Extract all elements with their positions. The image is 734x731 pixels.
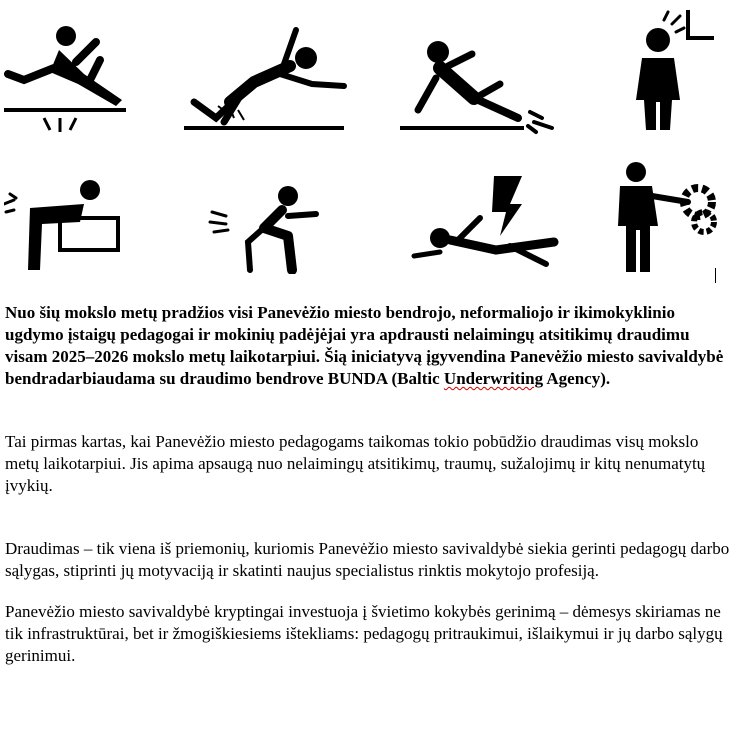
electric-shock-icon [410,176,560,274]
slide-fall-icon [400,22,558,136]
chair-fall-icon [208,186,322,274]
text-cursor [715,268,716,283]
slip-fall-icon [4,22,130,138]
lead-text-part1: Nuo šių mokslo metų pradžios visi Panevėžio miesto bendrojo, neformaliojo ir ikimokyklinio ugdymo įstaigų pedagogai ir mokinių padėjėjai yra apdrausti nelaimingų atsitikimų draudimu visam 2025–2026 mokslo metų laikotarpiui. Šią iniciatyvą įgyvendina Panevėžio miesto savivaldybė bendradarbiaudama su draudimo bendrove BUNDA (Baltic [5,303,724,388]
lead-paragraph [5,302,731,390]
trip-fall-icon [184,22,348,136]
paragraph-1: Tai pirmas kartas, kai Panevėžio miesto pedagogams taikomas tokio pobūdžio draudimas visų mokslo metų laikotarpiui. Jis apima apsaugą nuo nelaimingų atsitikimų, traumų, sužalojimų ir kitų nenumatytų įvykių. [5,432,706,495]
accident-icons-grid [0,0,734,285]
machine-injury-icon [612,162,718,274]
article-body [5,302,731,667]
head-injury-icon [628,6,718,134]
misspelled-word: Underwriting [443,369,544,388]
lead-text-part2: Agency). [543,369,611,388]
paragraph-3: Panevėžio miesto savivaldybė kryptingai investuoja į švietimo kokybės gerinimą – dėmesys skiriamas ne tik infrastruktūrai, bet ir žmogiškiesiems ištekliams: pedagogų pritraukimui, išlaikymui ir jų darbo sąlygų gerinimui. [5,602,723,665]
paragraph-2: Draudimas – tik viena iš priemonių, kuriomis Panevėžio miesto savivaldybė siekia gerinti pedagogų darbo sąlygas, stiprinti jų motyvaciją ir skatinti naujus specialistus rinktis mokytojo profesiją. [5,539,730,580]
lifting-injury-icon [4,180,122,274]
